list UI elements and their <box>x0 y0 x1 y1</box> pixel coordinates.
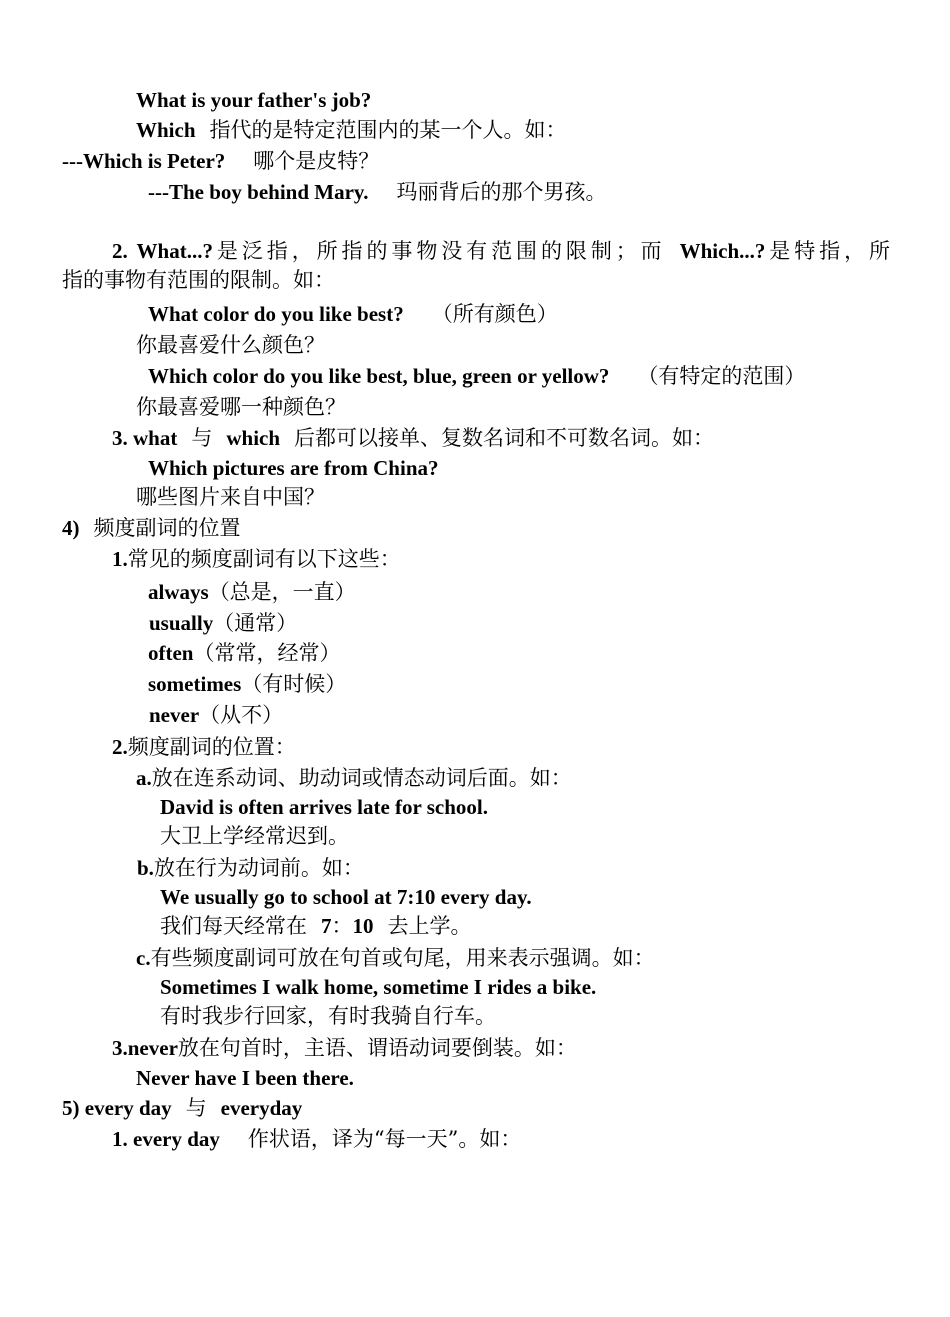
rule-c <box>136 944 655 972</box>
example-david <box>160 793 488 821</box>
chinese-text: 哪个是皮特？ <box>253 149 380 173</box>
chinese-text: 玛丽背后的那个男孩。 <box>396 180 607 204</box>
english-word: always <box>148 580 209 604</box>
english-sentence: What is your father's job? <box>136 88 372 112</box>
chinese-text: （总是，一直） <box>208 580 356 604</box>
chinese-text: 与 <box>191 426 213 450</box>
section-number: 4) <box>62 516 80 540</box>
point-3-what-which-nouns <box>112 424 714 452</box>
english-sentence: We usually go to school at 7:10 every day. <box>160 885 532 909</box>
translation-pictures <box>136 483 325 511</box>
english-sentence: David is often arrives late for school. <box>160 795 488 819</box>
point-1-every-day <box>112 1125 521 1153</box>
chinese-text: 大卫上学经常迟到。 <box>160 824 349 848</box>
keyword-everyday: everyday <box>220 1096 303 1120</box>
section-4-heading <box>62 514 241 542</box>
dialog-question-peter <box>62 147 379 175</box>
chinese-text: 频度副词的位置： <box>127 735 296 759</box>
chinese-text: （所有颜色） <box>431 302 558 326</box>
chinese-text: 放在句首时，主语、谓语动词要倒装。如： <box>177 1036 577 1060</box>
section-title: 频度副词的位置 <box>93 516 241 540</box>
chinese-text: 有些频度副词可放在句首或句尾，用来表示强调。如： <box>150 946 655 970</box>
chinese-text: 去上学。 <box>387 914 472 938</box>
point-2-adverb-position <box>112 733 296 761</box>
example-walk-home <box>160 973 596 1001</box>
chinese-text: （有特定的范围） <box>637 364 806 388</box>
example-school <box>160 883 532 911</box>
example-pictures <box>148 454 439 482</box>
adverb-never <box>149 701 283 729</box>
english-sentence: ---The boy behind Mary. <box>148 180 369 204</box>
rule-letter: b. <box>137 856 154 880</box>
translation-color-specific <box>136 393 346 421</box>
chinese-text: （有时候） <box>241 672 347 696</box>
which-explanation <box>136 116 567 144</box>
chinese-text: （通常） <box>213 611 298 635</box>
colon: ： <box>331 914 353 938</box>
chinese-text: 是特指，所 <box>765 239 891 263</box>
english-word: usually <box>149 611 214 635</box>
point-2-continuation <box>62 266 335 294</box>
chinese-text: 指的事物有范围的限制。如： <box>62 268 335 292</box>
chinese-text: 与 <box>185 1096 207 1120</box>
chinese-text: 放在行为动词前。如： <box>153 856 364 880</box>
example-never <box>136 1064 354 1092</box>
point-number: 1. <box>112 547 128 571</box>
english-sentence: ---Which is Peter? <box>62 149 226 173</box>
dialog-answer-mary <box>148 178 607 206</box>
translation-school <box>160 912 472 940</box>
point-2-what-vs-which <box>112 237 890 265</box>
point-3-never-inversion <box>112 1034 577 1062</box>
chinese-text: 你最喜爱哪一种颜色？ <box>136 395 346 419</box>
adverb-sometimes <box>148 670 346 698</box>
translation-color-all <box>136 331 325 359</box>
point-number: 1. every day <box>112 1127 220 1151</box>
english-sentence: Which color do you like best, blue, green or yellow? <box>148 364 610 388</box>
chinese-text: 指代的是特定范围内的某一个人。如： <box>209 118 567 142</box>
english-sentence: What color do you like best? <box>148 302 404 326</box>
point-number: 3. what <box>112 426 178 450</box>
chinese-text: 你最喜爱什么颜色？ <box>136 333 325 357</box>
point-number: 3.never <box>112 1036 178 1060</box>
chinese-text: 有时我步行回家，有时我骑自行车。 <box>160 1004 496 1028</box>
chinese-text: （常常，经常） <box>193 641 341 665</box>
adverb-often <box>148 639 341 667</box>
rule-b <box>137 854 364 882</box>
example-color-specific <box>148 362 805 390</box>
rule-letter: c. <box>136 946 151 970</box>
chinese-text: 放在连系动词、助动词或情态动词后面。如： <box>151 766 572 790</box>
chinese-text: 后都可以接单、复数名词和不可数名词。如： <box>294 426 715 450</box>
chinese-text: 常见的频度副词有以下这些： <box>127 547 401 571</box>
english-word: often <box>148 641 194 665</box>
chinese-text: 是泛指，所指的事物没有范围的限制；而 <box>212 239 666 263</box>
rule-letter: a. <box>136 766 152 790</box>
keyword-which: which <box>226 426 281 450</box>
example-question-job <box>136 86 371 114</box>
point-1-common-adverbs <box>112 545 401 573</box>
section-number: 5) every day <box>62 1096 172 1120</box>
point-number: 2. <box>112 735 128 759</box>
translation-david <box>160 822 349 850</box>
rule-a <box>136 764 572 792</box>
adverb-usually <box>149 609 297 637</box>
chinese-text: 我们每天经常在 <box>160 914 307 938</box>
chinese-text: 哪些图片来自中国？ <box>136 485 325 509</box>
english-word: never <box>149 703 200 727</box>
chinese-text: 作状语，译为“每一天”。如： <box>247 1127 522 1151</box>
example-color-all <box>148 300 558 328</box>
adverb-always <box>148 578 356 606</box>
keyword-which: Which <box>136 118 196 142</box>
english-sentence: Which pictures are from China? <box>148 456 439 480</box>
english-sentence: Sometimes I walk home, sometime I rides a bike. <box>160 975 597 999</box>
time-minute: 10 <box>352 914 374 938</box>
time-hour: 7 <box>321 914 332 938</box>
chinese-text: （从不） <box>199 703 284 727</box>
translation-walk-home <box>160 1002 496 1030</box>
english-word: sometimes <box>148 672 242 696</box>
keyword-which: Which...? <box>679 239 766 263</box>
point-number: 2. What...? <box>112 239 213 263</box>
section-5-heading <box>62 1094 302 1122</box>
english-sentence: Never have I been there. <box>136 1066 354 1090</box>
